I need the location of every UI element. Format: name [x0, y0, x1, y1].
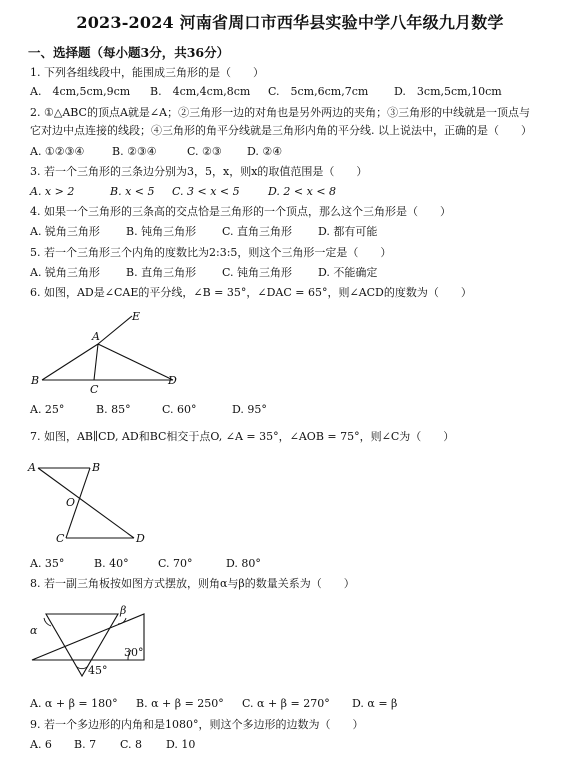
question-7-stem: 7. 如图，AB∥CD, AD和BC相交于点O, ∠A = 35°，∠AOB = 75°，则∠C为（ ） — [30, 430, 455, 443]
option-a[interactable]: A. 6 — [30, 738, 52, 751]
option-a[interactable]: A. 25° — [30, 403, 65, 416]
question-1-stem: 1. 下列各组线段中，能围成三角形的是（ ） — [30, 66, 264, 79]
label-c: C — [90, 383, 99, 396]
question-2-stem-line-2: 它对边中点连接的线段；④三角形的角平分线就是三角形内角的平分线. 以上说法中，正确的是（ ） — [30, 124, 532, 137]
question-3-options — [30, 185, 336, 199]
option-c[interactable]: C. 60° — [162, 403, 197, 416]
option-b[interactable]: B. 85° — [96, 403, 131, 416]
question-7-figure — [26, 456, 166, 548]
option-d[interactable]: D. α = β — [352, 697, 398, 710]
question-3-stem: 3. 若一个三角形的三条边分别为3，5，x，则x的取值范围是（ ） — [30, 165, 368, 178]
option-d[interactable]: D. 95° — [232, 403, 267, 416]
question-1-options — [30, 85, 502, 99]
option-d[interactable]: D. 10 — [166, 738, 196, 751]
option-a[interactable]: A. 锐角三角形 — [30, 225, 100, 238]
label-b: B — [31, 374, 40, 387]
label-30-degree: 30° — [124, 646, 144, 659]
question-6-figure — [28, 308, 188, 398]
option-c[interactable]: C. 直角三角形 — [222, 225, 293, 238]
option-b[interactable]: B. 直角三角形 — [126, 266, 197, 279]
segment-ac — [94, 344, 98, 380]
ray-ae — [98, 316, 132, 344]
segment-ba — [42, 344, 98, 380]
segment-ad — [98, 344, 173, 380]
question-8-options — [30, 697, 397, 711]
label-o: O — [66, 496, 76, 509]
question-8-figure — [26, 600, 166, 686]
option-d[interactable]: D. 都有可能 — [318, 225, 378, 238]
option-c[interactable]: C. 5cm,6cm,7cm — [268, 85, 369, 98]
question-6-stem: 6. 如图，AD是∠CAE的平分线，∠B = 35°，∠DAC = 65°，则∠ACD的度数为（ ） — [30, 286, 472, 299]
question-4-options — [30, 225, 377, 239]
question-2-options — [30, 145, 282, 159]
label-b: B — [92, 461, 101, 474]
arc-alpha — [44, 618, 51, 626]
question-9-stem: 9. 若一个多边形的内角和是1080°，则这个多边形的边数为（ ） — [30, 718, 364, 731]
question-8-stem: 8. 若一副三角板按如图方式摆放，则角α与β的数量关系为（ ） — [30, 577, 355, 590]
option-b[interactable]: B. ②③④ — [112, 145, 157, 158]
question-5-stem: 5. 若一个三角形三个内角的度数比为2:3:5，则这个三角形一定是（ ） — [30, 246, 392, 259]
option-c[interactable]: C. α + β = 270° — [242, 697, 330, 710]
label-a: A — [92, 330, 100, 343]
option-a[interactable]: A. ①②③④ — [30, 145, 85, 158]
label-a: A — [28, 461, 36, 474]
question-4-stem: 4. 如果一个三角形的三条高的交点恰是三角形的一个顶点，那么这个三角形是（ ） — [30, 205, 451, 218]
option-a[interactable]: A. 35° — [30, 557, 65, 570]
option-b[interactable]: B. 4cm,4cm,8cm — [150, 85, 251, 98]
option-d[interactable]: D. 2 < x < 8 — [268, 185, 337, 198]
label-45-degree: 45° — [88, 664, 108, 677]
question-7-options — [30, 557, 261, 571]
label-d: D — [168, 374, 177, 387]
option-c[interactable]: C. ②③ — [187, 145, 222, 158]
option-b[interactable]: B. 7 — [74, 738, 97, 751]
option-a[interactable]: A. α + β = 180° — [30, 697, 118, 710]
label-d: D — [136, 532, 145, 545]
page-title: 2023-2024 河南省周口市西华县实验中学八年级九月数学 — [76, 13, 504, 32]
label-alpha: α — [30, 624, 38, 637]
section-heading: 一、选择题（每小题3分，共36分） — [28, 45, 230, 60]
option-a[interactable]: A. 锐角三角形 — [30, 266, 100, 279]
option-a[interactable]: A. x > 2 — [30, 185, 75, 198]
arc-beta — [118, 618, 126, 624]
label-beta: β — [120, 604, 127, 617]
label-c: C — [56, 532, 65, 545]
option-c[interactable]: C. 钝角三角形 — [222, 266, 293, 279]
option-d[interactable]: D. 不能确定 — [318, 266, 378, 279]
option-d[interactable]: D. ②④ — [247, 145, 283, 158]
option-d[interactable]: D. 3cm,5cm,10cm — [394, 85, 502, 98]
option-c[interactable]: C. 70° — [158, 557, 193, 570]
option-b[interactable]: B. x < 5 — [110, 185, 155, 198]
question-5-options — [30, 266, 377, 280]
option-b[interactable]: B. 钝角三角形 — [126, 225, 197, 238]
option-d[interactable]: D. 80° — [226, 557, 261, 570]
question-6-options — [30, 403, 267, 417]
option-c[interactable]: C. 8 — [120, 738, 143, 751]
question-2-stem-line-1: 2. ①△ABC的顶点A就是∠A；②三角形一边的对角也是另外两边的夹角；③三角形的中线就是一顶点与 — [30, 106, 531, 119]
question-9-options — [30, 738, 195, 752]
label-e: E — [132, 310, 141, 323]
option-b[interactable]: B. 40° — [94, 557, 129, 570]
option-a[interactable]: A. 4cm,5cm,9cm — [30, 85, 131, 98]
option-c[interactable]: C. 3 < x < 5 — [172, 185, 240, 198]
option-b[interactable]: B. α + β = 250° — [136, 697, 224, 710]
